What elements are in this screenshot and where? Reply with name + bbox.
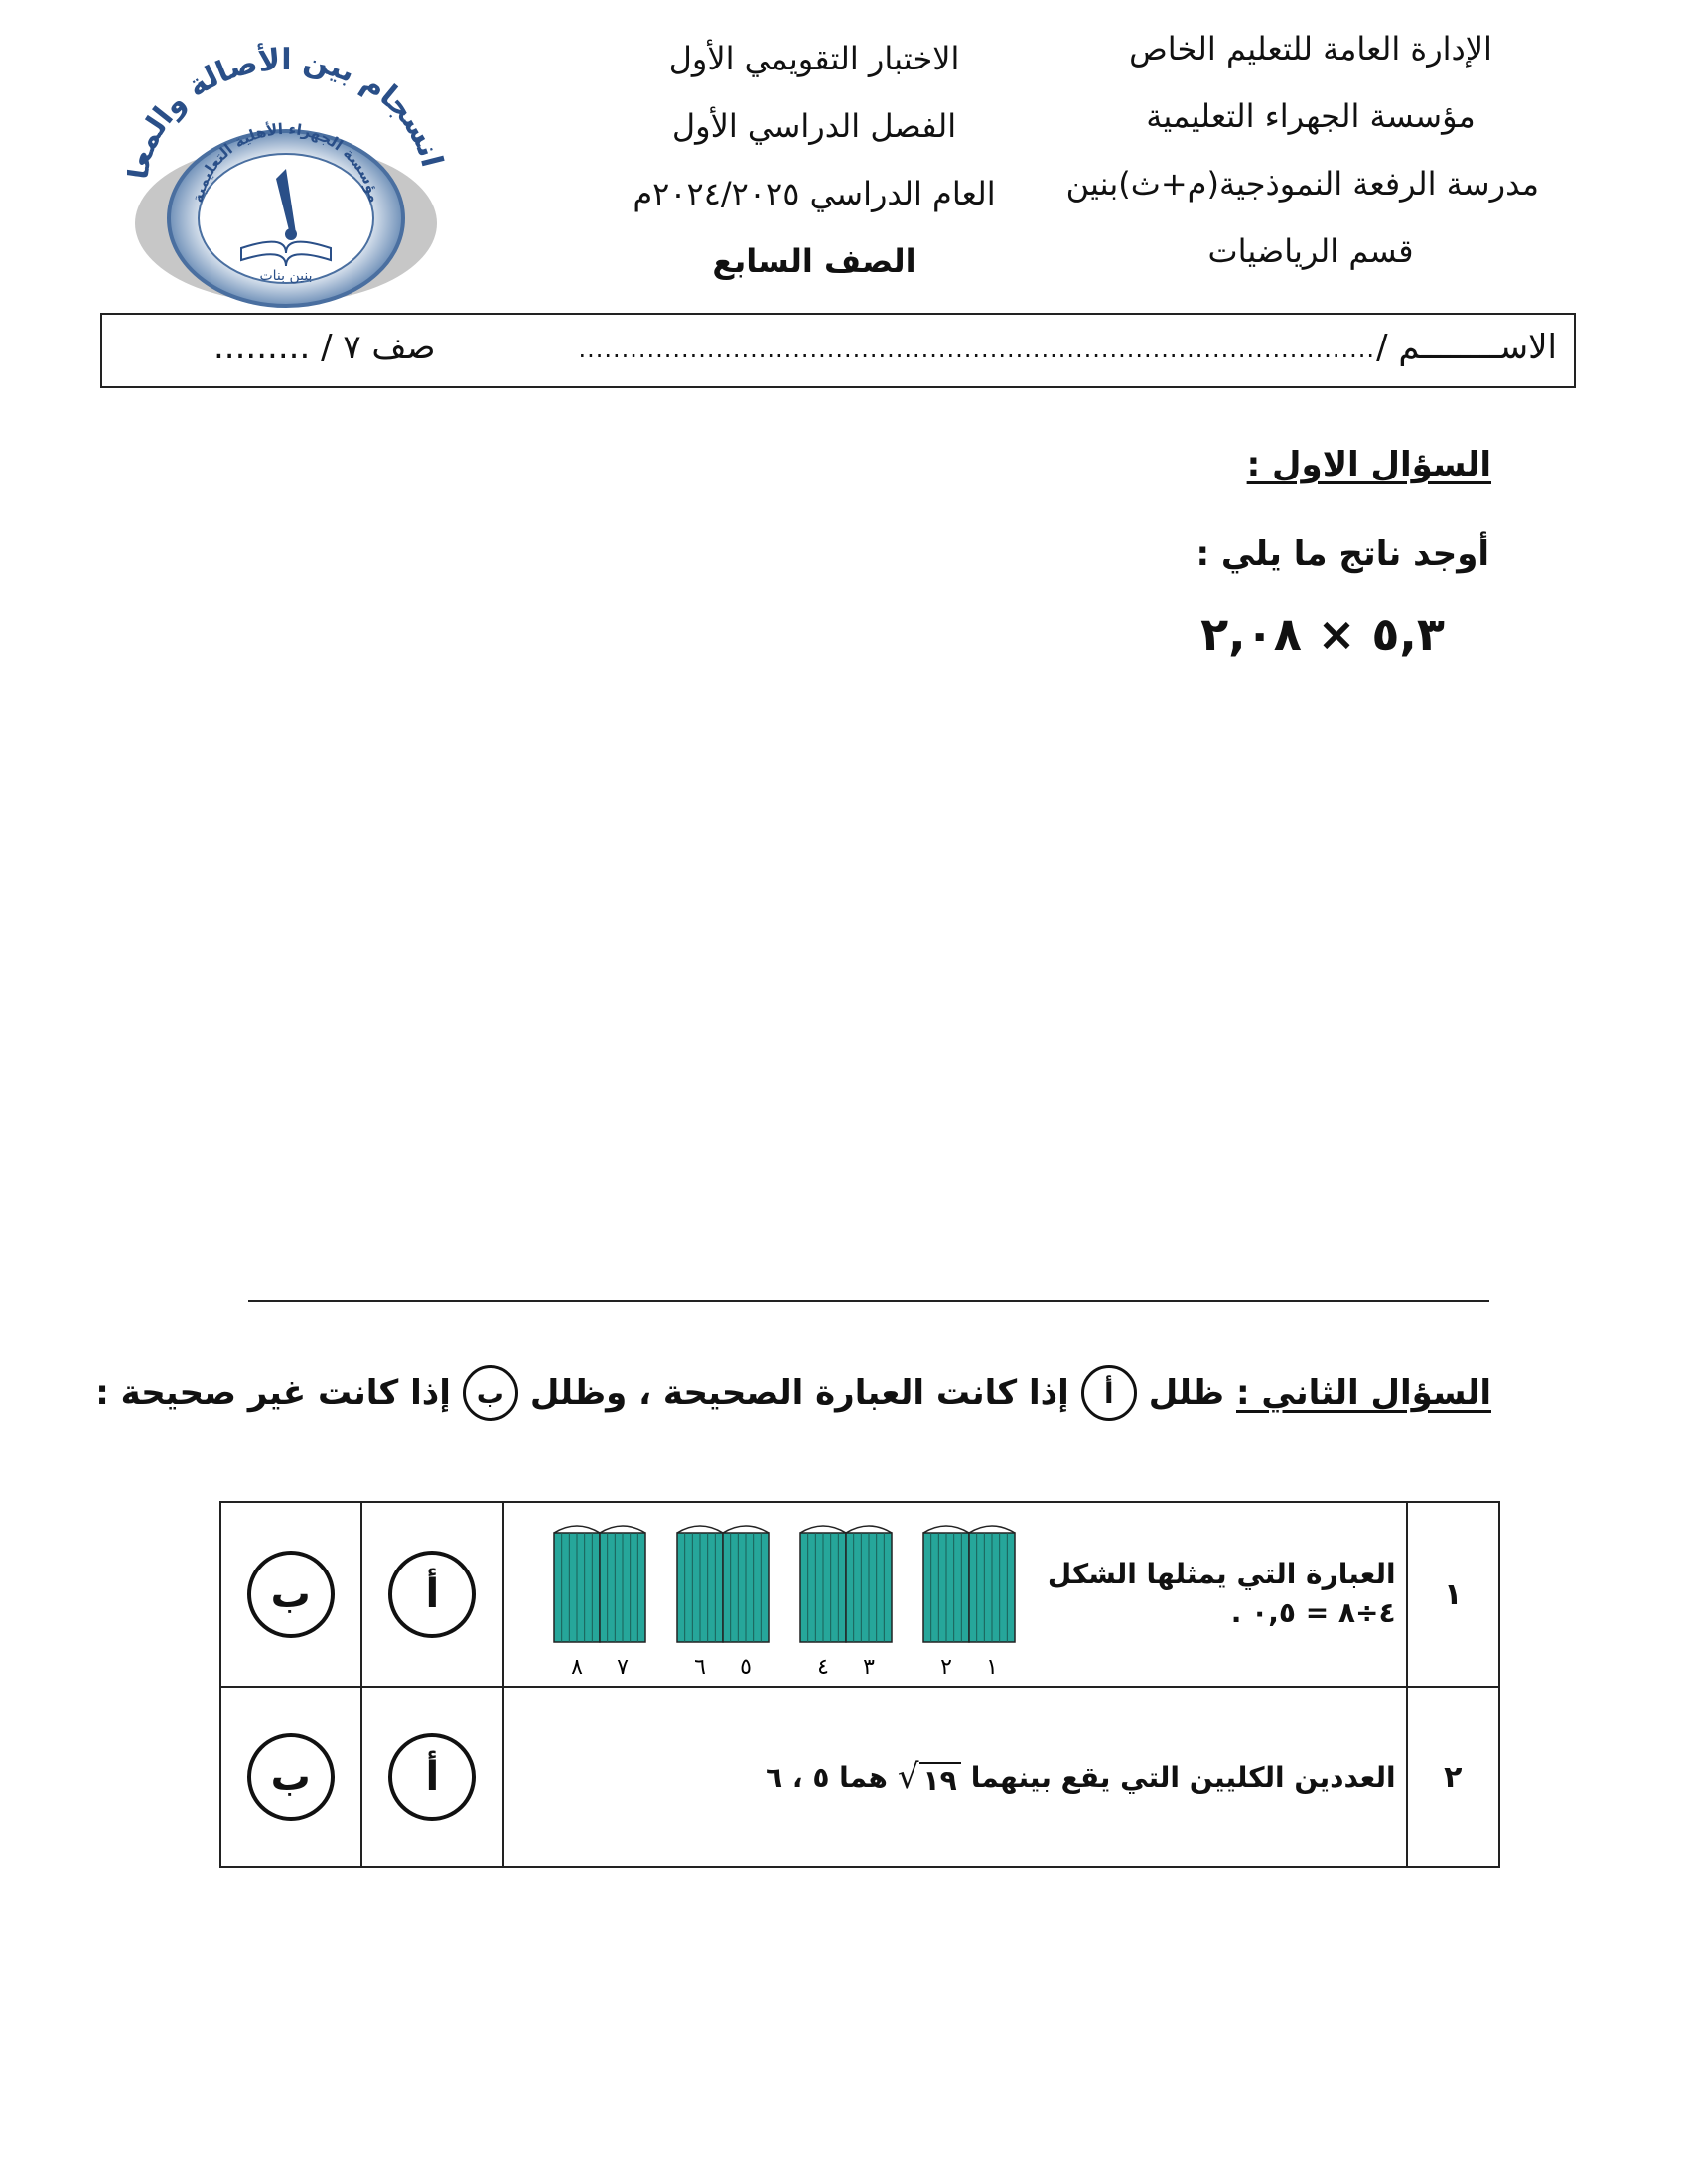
q2-instr-1: ظلل [1148,1373,1224,1413]
row1-text-line1: العبارة التي يمثلها الشكل [1047,1558,1396,1590]
name-label: الاســــــــم / [1376,328,1557,367]
figure-strip-cap [969,1526,1015,1533]
academic-year: العام الدراسي ٢٠٢٤/٢٠٢٥م [633,175,996,212]
semester: الفصل الدراسي الأول [671,107,957,145]
grade-title: الصف السابع [712,242,916,280]
row1-text-line2: ٤÷٨ = ٠,٥ . [1230,1596,1396,1629]
q2-instr-2: إذا كانت العبارة الصحيحة ، وظلل [529,1373,1069,1413]
header-center [596,40,1033,310]
institution-name: مؤسسة الجهراء التعليمية [1146,97,1476,135]
class-field[interactable]: صف ٧ / ......... [213,328,436,367]
row2-statement [766,1757,1396,1797]
figure-strip-cap [723,1526,769,1533]
figure-label: ١ [986,1655,999,1680]
radicand: ١٩ [919,1762,961,1797]
section-divider [248,1300,1489,1302]
q2-header [95,1365,1491,1421]
option-b-bubble[interactable]: ب [247,1733,335,1821]
option-b-cell[interactable] [220,1502,361,1687]
option-a-bubble[interactable]: أ [388,1733,476,1821]
figure-label: ٦ [694,1655,707,1680]
q1-title: السؤال الاول : [1246,445,1491,484]
option-a-cell[interactable] [361,1687,504,1867]
figure-strip-cap [846,1526,892,1533]
figure-label: ٧ [617,1655,630,1680]
q2-title: السؤال الثاني : [1236,1373,1491,1413]
division-figure [522,1521,1019,1680]
school-logo [127,40,445,308]
row-number: ١ [1407,1502,1499,1687]
row2-text-post: هما ٥ ، ٦ [766,1760,888,1794]
logo-inner-text: مؤسسة الجهراء الأهلية التعليمية [188,119,384,205]
school-name: مدرسة الرفعة النموذجية(م+ث)بنين [1065,165,1539,203]
q2-instr-3: إذا كانت غير صحيحة : [95,1373,451,1413]
admin-title: الإدارة العامة للتعليم الخاص [1129,30,1492,68]
logo-sub-text: بنين بنات [259,268,313,284]
figure-strip-cap [677,1526,723,1533]
q2-circle-a: أ [1081,1365,1137,1421]
table-row [220,1687,1499,1867]
figure-label: ٣ [863,1655,876,1680]
logo-arc-text: نسجام بين الأصالة والم [128,42,445,162]
option-a-bubble[interactable]: أ [388,1551,476,1638]
figure-label: ٥ [740,1655,753,1680]
option-b-bubble[interactable]: ب [247,1551,335,1638]
figure-strip-cap [554,1526,600,1533]
figure-label: ٨ [571,1655,584,1680]
figure-strip-cap [923,1526,969,1533]
row1-statement [1048,1558,1396,1629]
sqrt-icon: √ [897,1757,919,1797]
q2-circle-b: ب [463,1365,518,1421]
statement-cell [503,1502,1406,1687]
figure-label: ٤ [817,1655,830,1680]
q2-table [219,1501,1500,1868]
figure-strip-cap [600,1526,645,1533]
department-name: قسم الرياضيات [1207,232,1414,270]
table-row [220,1502,1499,1687]
header-right [1065,30,1539,300]
q1-answer-space[interactable] [119,695,1569,1271]
figure-label: ٢ [940,1655,953,1680]
q1-instruction: أوجد ناتج ما يلي : [1196,534,1489,574]
exam-title: الاختبار التقويمي الأول [668,40,960,77]
row-number: ٢ [1407,1687,1499,1867]
q1-expression: ٥,٣ × ٢,٠٨ [1200,608,1445,661]
option-a-cell[interactable] [361,1502,504,1687]
option-b-cell[interactable] [220,1687,361,1867]
figure-strip-cap [800,1526,846,1533]
sqrt-expression [898,1757,961,1797]
row2-text-pre: العددين الكليين التي يقع بينهما [970,1760,1396,1794]
statement-cell [503,1687,1406,1867]
name-input-line[interactable]: ............................................................................................. [578,336,1375,363]
